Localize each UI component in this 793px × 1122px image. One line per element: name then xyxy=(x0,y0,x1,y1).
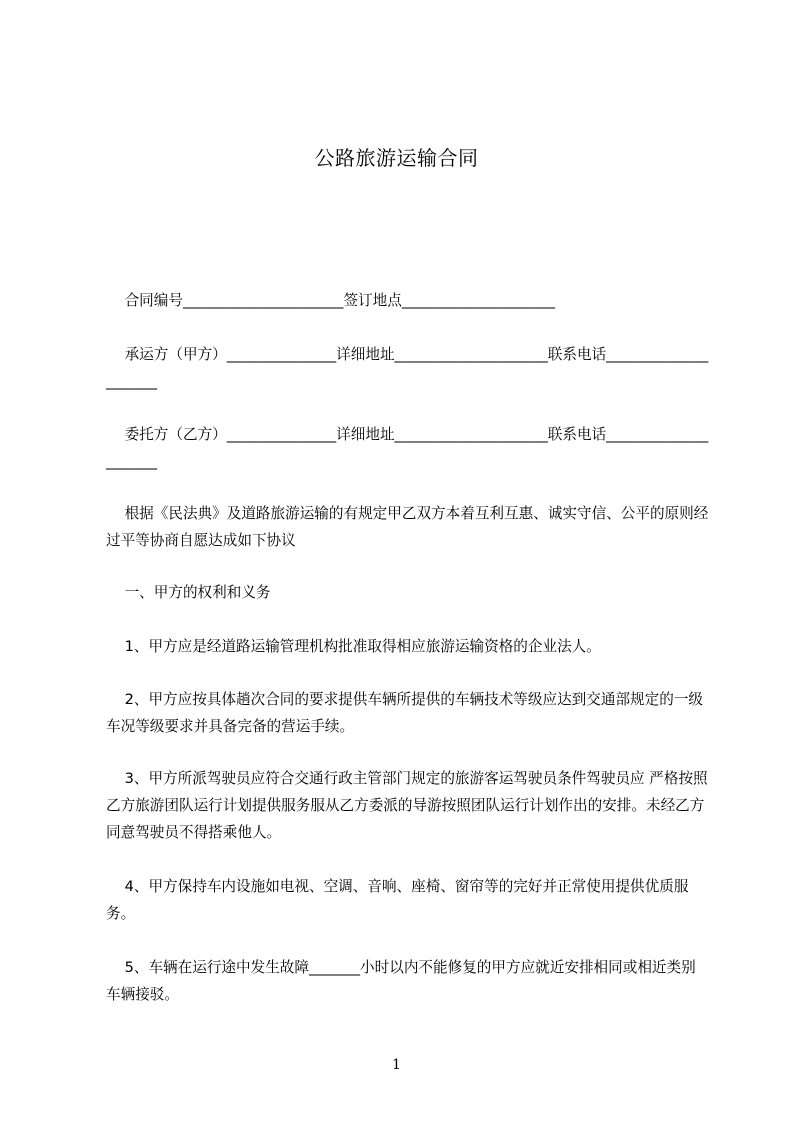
page-number: 1 xyxy=(392,1057,401,1073)
clause-1: 1、甲方应是经道路运输管理机构批准取得相应旅游运输资格的企业法人。 xyxy=(106,638,601,655)
paragraph-contract-number: 合同编号______________________签订地点_____________________ xyxy=(106,292,556,309)
clause-4: 4、甲方保持车内设施如电视、空调、音响、座椅、窗帘等的完好并正常使用提供优质服务。 xyxy=(106,878,689,922)
document-title: 公路旅游运输合同 xyxy=(314,146,479,170)
paragraph-preamble: 根据《民法典》及道路旅游运输的有规定甲乙双方本着互利互惠、诚实守信、公平的原则经过平等协商自愿达成如下协议 xyxy=(106,505,709,549)
paragraph-party-b: 委托方（乙方）_______________详细地址_____________________联系电话_____________________ xyxy=(106,426,709,470)
clause-3: 3、甲方所派驾驶员应符合交通行政主管部门规定的旅游客运驾驶员条件驾驶员应 严格按照乙方旅游团队运行计划提供服务服从乙方委派的导游按照团队运行计划作出的安排。未经乙方同意驾驶员不得搭乘他人。 xyxy=(106,770,708,841)
section-heading-party-a-rights: 一、甲方的权利和义务 xyxy=(106,584,271,601)
clause-2: 2、甲方应按具体趟次合同的要求提供车辆所提供的车辆技术等级应达到交通部规定的一级车况等级要求并具备完备的营运手续。 xyxy=(106,691,704,735)
paragraph-party-a: 承运方（甲方）_______________详细地址_____________________联系电话_____________________ xyxy=(106,346,709,390)
clause-5: 5、车辆在运行途中发生故障_______小时以内不能修复的甲方应就近安排相同或相近类别车辆接驳。 xyxy=(106,959,696,1003)
